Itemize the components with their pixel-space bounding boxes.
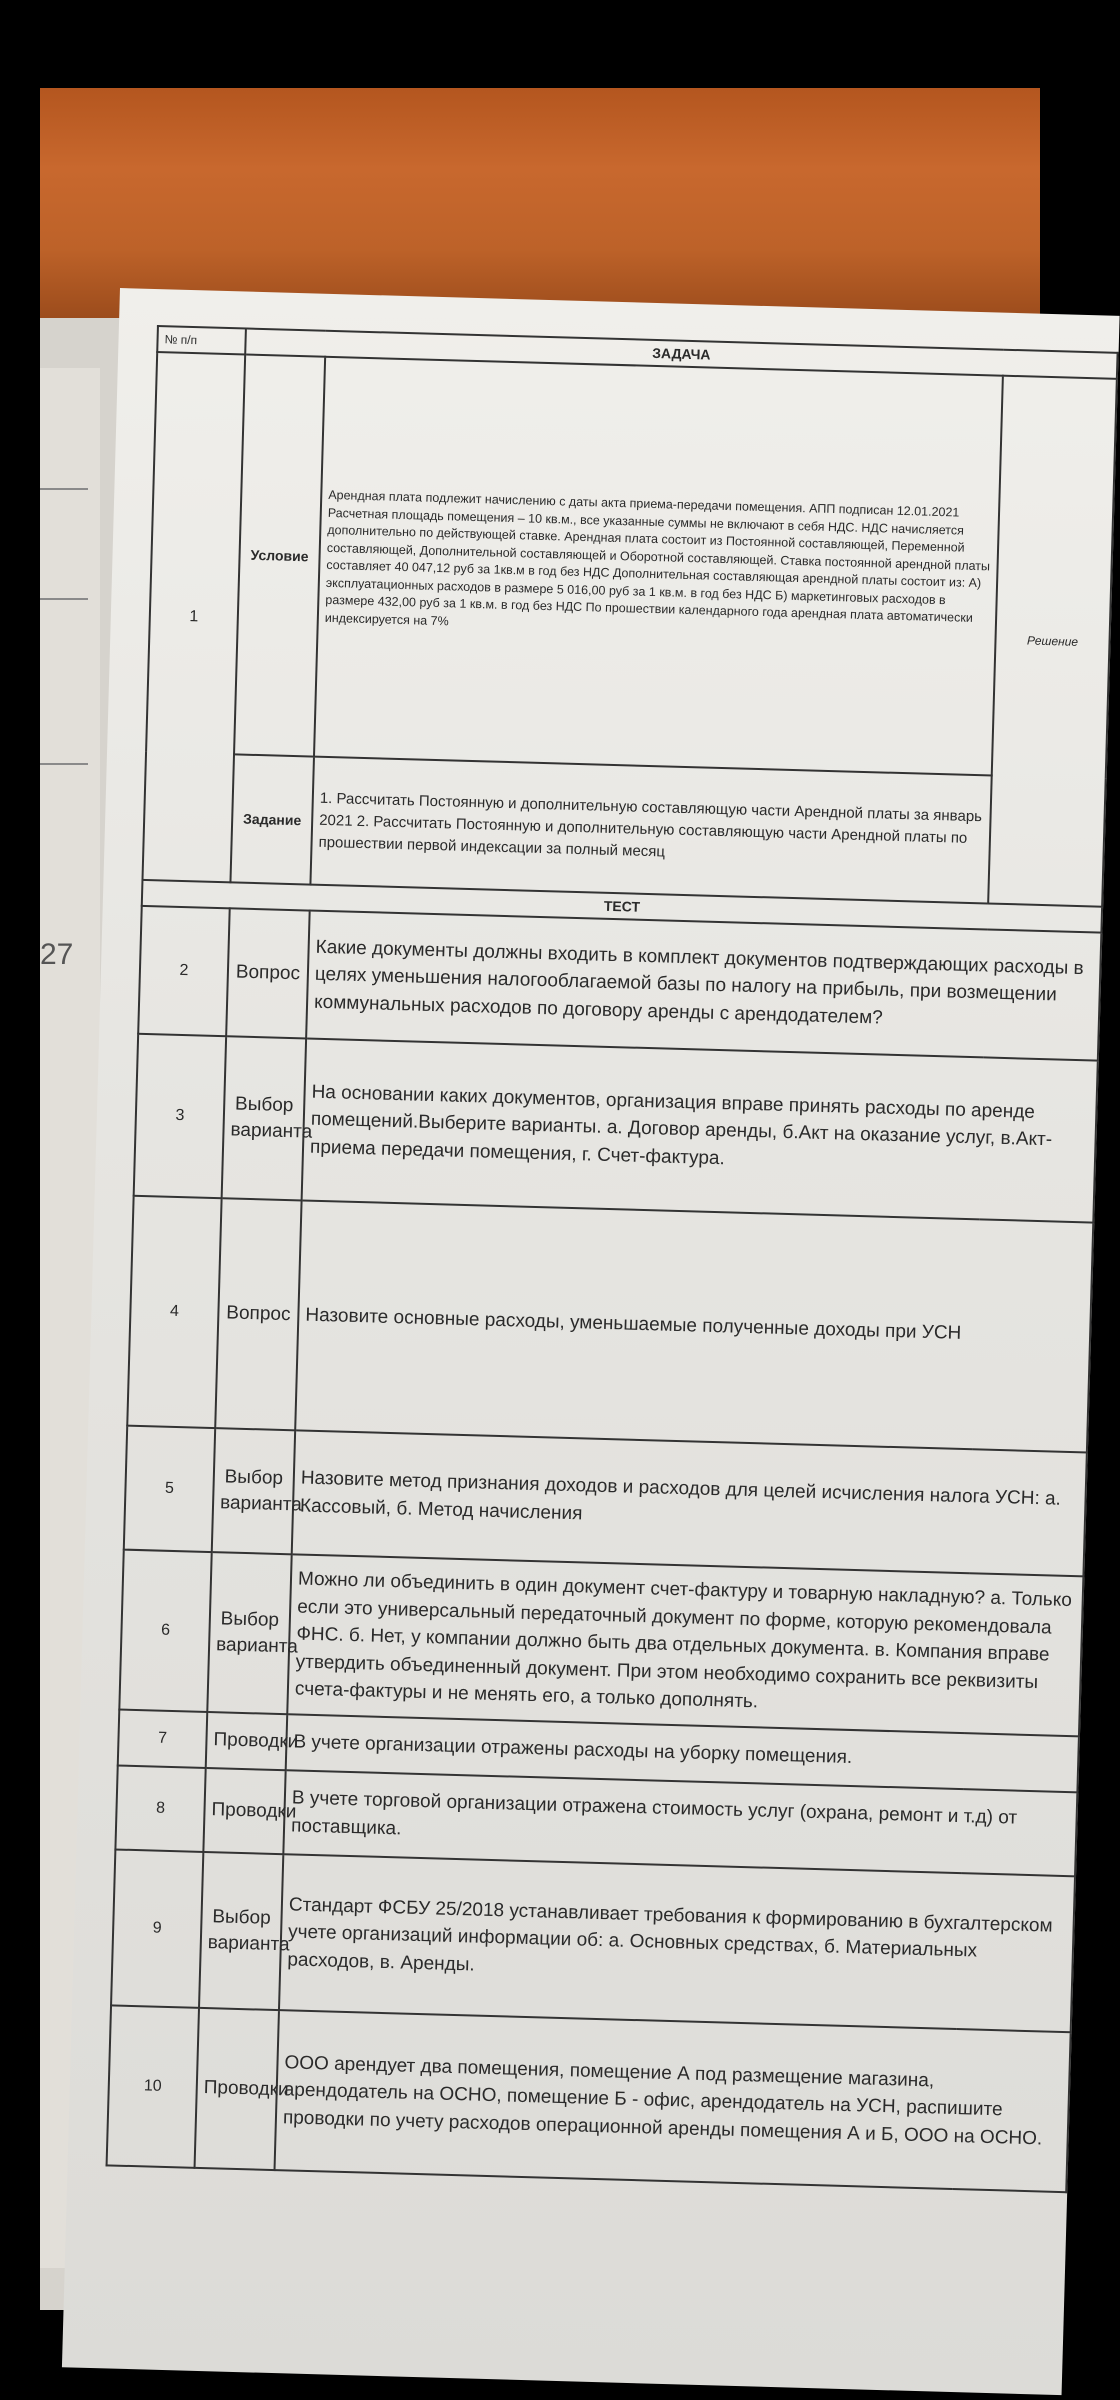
task-number: 1 [142, 352, 245, 882]
task-condition-row [146, 352, 1117, 779]
table-row [127, 1196, 1093, 1453]
table-row [119, 1550, 1083, 1737]
column-number-header: № п/п [157, 326, 246, 354]
row-number: 4 [127, 1196, 221, 1428]
row-number: 3 [134, 1034, 226, 1198]
row-type: Проводки [206, 1712, 288, 1770]
row-text: ООО арендует два помещения, помещение А под размещение магазина, арендодатель на ОСНО, помещение Б - офис, арендодатель на УСН, распишите проводки по учету расходов операционной аренды помещения А и Б, ООО на ОСНО. [275, 2010, 1071, 2192]
table-row [107, 2005, 1071, 2192]
row-text: Какие документы должны входить в комплект документов подтверждающих расходы в целях уменьшения налогооблагаемой базы по налогу на прибыль, при возмещении коммунальных расходов по договору аренды с арендодателем? [306, 911, 1101, 1061]
row-type: Проводки [203, 1768, 285, 1854]
row-type: Выбор варианта [222, 1036, 306, 1200]
photo-frame [40, 88, 1084, 2310]
row-type: Выбор варианта [212, 1428, 295, 1554]
row-type: Выбор варианта [207, 1552, 291, 1714]
condition-label: Условие [234, 355, 325, 757]
row-number: 9 [111, 1849, 203, 2007]
assignment-text: 1. Рассчитать Постоянную и дополнительную составляющую части Арендной платы за январь 2021 2. Рассчитать Постоянную и дополнительную составляющую части Арендной платы по прошествии первой индексации за полный месяц [310, 757, 991, 904]
section-test-header: ТЕСТ [142, 880, 1102, 933]
wooden-table-background [40, 88, 1040, 318]
row-text: Стандарт ФСБУ 25/2018 устанавливает требования к формированию в бухгалтерском учете организаций информации об: а. Основных средствах, б. Материальных расходов, в. Аренды. [279, 1854, 1075, 2032]
row-type: Вопрос [226, 908, 310, 1038]
row-text: Можно ли объединить в один документ счет-фактуру и товарную накладную? а. Только если это универсальный передаточный документ по форме, которую рекомендовала ФНС. б. Нет, у компании должно быть два отдельных документа. в. Компания вправе утвердить объединенный документ. При этом необходимо сохранить все реквизиты счета-фактуры и не менять его, а только дополнять. [287, 1554, 1083, 1736]
condition-text: Арендная плата подлежит начислению с даты акта приема-передачи помещения. АПП подписан 12.01.2021 Расчетная площадь помещения – 10 кв.м., все указанные суммы не включают в себя НДС. НДС начисляется дополнительно по действующей ставке. Арендная плата состоит из Постоянной составляющей, Переменной составляющей, Дополнительной составляющей и Оборотной составляющей. Ставка постоянной арендной платы составляет 40 047,12 руб за 1кв.м в год без НДС Дополнительная составляющая арендной платы состоит из: А) эксплуатационных расходов в размере 5 016,00 руб за 1 кв.м. в год без НДС Б) маркетинговых расходов в размере 432,00 руб за 1 кв.м. в год без НДС По прошествии календарного года арендная плата автоматически индексируется на 7% [314, 357, 1003, 776]
row-number: 8 [115, 1766, 205, 1852]
solution-label: Решение [988, 376, 1117, 907]
row-type: Выбор варианта [199, 1852, 283, 2010]
assignment-label: Задание [230, 754, 314, 884]
row-number: 7 [118, 1710, 208, 1768]
table-row [111, 1849, 1075, 2032]
row-number: 5 [124, 1426, 215, 1552]
row-text: В учете организации отражены расходы на уборку помещения. [286, 1714, 1079, 1792]
row-type: Проводки [195, 2008, 279, 2170]
row-text: Назовите основные расходы, уменьшаемые полученные доходы при УСН [295, 1200, 1093, 1452]
row-text: В учете торговой организации отражена стоимость услуг (охрана, ремонт и т.д) от поставщика. [283, 1770, 1077, 1876]
row-number: 6 [119, 1550, 211, 1712]
table-row [134, 1034, 1098, 1223]
row-text: Назовите метод признания доходов и расходов для целей исчисления налога УСН: а. Кассовый, б. Метод начисления [292, 1430, 1087, 1576]
row-number: 10 [107, 2005, 199, 2167]
row-number: 2 [138, 906, 230, 1036]
assignment-table [106, 325, 1119, 2193]
section-task-header: ЗАДАЧА [245, 329, 1117, 379]
row-type: Вопрос [215, 1198, 301, 1430]
document-sheet [62, 288, 1120, 2395]
row-text: На основании каких документов, организация вправе принять расходы по аренде помещений.Выберите варианты. а. Договор аренды, б.Акт на оказание услуг, в.Акт-приема передачи помещения, г. Счет-фактура. [302, 1038, 1098, 1222]
pen-mark: 27 [40, 938, 74, 971]
